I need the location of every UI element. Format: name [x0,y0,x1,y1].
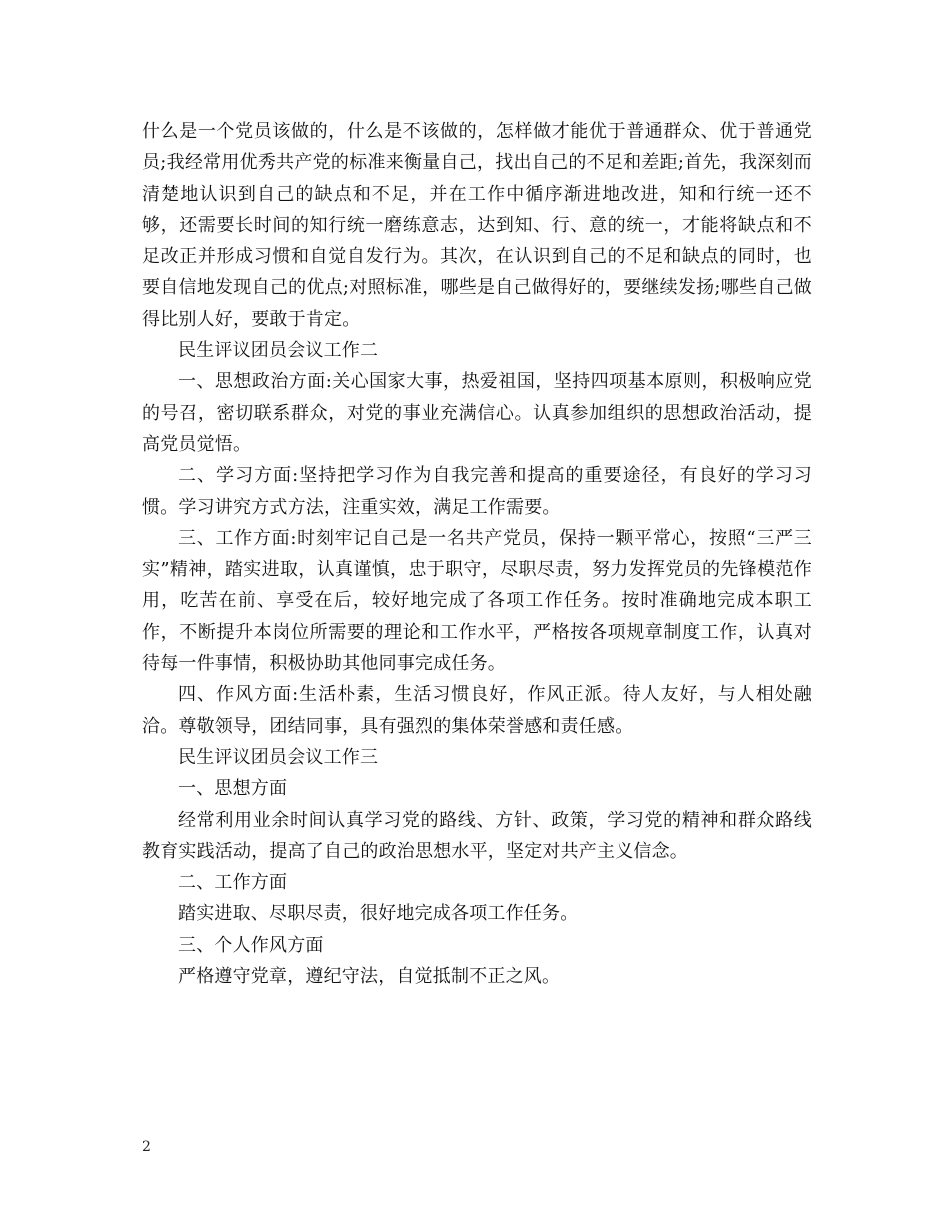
paragraph-political: 一、思想政治方面:关心国家大事，热爱祖国，坚持四项基本原则，积极响应党的号召，密切联系群众，对党的事业充满信心。认真参加组织的思想政治活动，提高党员觉悟。 [142,371,812,455]
subheading-work: 二、工作方面 [178,872,288,894]
paragraph-opening: 什么是一个党员该做的，什么是不该做的，怎样做才能优于普通群众、优于普通党员;我经常用优秀共产党的标准来衡量自己，找出自己的不足和差距;首先，我深刻而清楚地认识到自己的缺点和不足，并在工作中循序渐进地改进，知和行统一还不够，还需要长时间的知行统一磨练意志，达到知、行、意的统一，才能将缺点和不足改正并形成习惯和自觉自发行为。其次，在认识到自己的不足和缺点的同时，也要自信地发现自己的优点;对照标准，哪些是自己做得好的，要继续发扬;哪些自己做得比别人好，要敢于肯定。 [142,121,812,330]
section-heading-two: 民生评议团员会议工作二 [178,340,379,362]
paragraph-study: 二、学习方面:坚持把学习作为自我完善和提高的重要途径，有良好的学习习惯。学习讲究方式方法，注重实效，满足工作需要。 [142,465,812,518]
section-heading-three: 民生评议团员会议工作三 [178,746,379,768]
page-number: 2 [142,1139,151,1155]
paragraph-style: 四、作风方面:生活朴素，生活习惯良好，作风正派。待人友好，与人相处融洽。尊敬领导，团结同事，具有强烈的集体荣誉感和责任感。 [142,684,812,737]
paragraph-work: 三、工作方面:时刻牢记自己是一名共产党员，保持一颗平常心，按照“三严三实”精神，踏实进取，认真谨慎，忠于职守，尽职尽责，努力发挥党员的先锋模范作用，吃苦在前、享受在后，较好地完成了各项工作任务。按时准确地完成本职工作，不断提升本岗位所需要的理论和工作水平，严格按各项规章制度工作，认真对待每一件事情，积极协助其他同事完成任务。 [142,527,812,675]
subheading-personal-style: 三、个人作风方面 [178,934,324,956]
paragraph-thought: 经常利用业余时间认真学习党的路线、方针、政策，学习党的精神和群众路线教育实践活动，提高了自己的政治思想水平，坚定对共产主义信念。 [142,809,812,862]
paragraph-personal-style: 严格遵守党章，遵纪守法，自觉抵制不正之风。 [178,966,561,988]
subheading-thought: 一、思想方面 [178,778,288,800]
paragraph-work-short: 踏实进取、尽职尽责，很好地完成各项工作任务。 [178,903,579,925]
document-body [142,116,812,992]
